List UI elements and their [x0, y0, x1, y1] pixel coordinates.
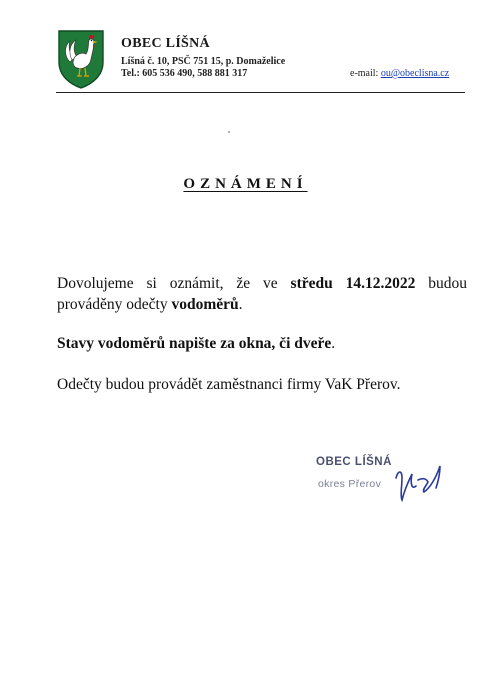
municipality-email	[350, 68, 449, 79]
scan-speck	[228, 131, 230, 133]
handwritten-signature	[390, 456, 452, 506]
p1-date: středu 14.12.2022	[290, 275, 416, 292]
email-link[interactable]: ou@obeclisna.cz	[380, 68, 450, 79]
municipality-phone: Tel.: 605 536 490, 588 881 317	[121, 68, 248, 79]
municipality-name: OBEC LÍŠNÁ	[121, 36, 210, 51]
p2-bold: Stavy vodoměrů napište za okna, či dveře	[57, 335, 332, 352]
announcement-paragraph-3: Odečty budou provádět zaměstnanci firmy VaK Přerov.	[57, 376, 401, 393]
email-label: e-mail:	[350, 68, 381, 79]
letterhead-divider	[56, 92, 465, 93]
p1-meters: vodoměrů	[171, 296, 239, 313]
municipality-address: Líšná č. 10, PSČ 751 15, p. Domaželice	[121, 56, 286, 67]
p1-text-2: budou prováděny odečty	[57, 275, 468, 313]
coat-of-arms-icon	[56, 28, 106, 90]
stamp-line-2: okres Přerov	[318, 478, 382, 490]
page-title: OZNÁMENÍ	[183, 176, 308, 192]
stamp-line-1: OBEC LÍŠNÁ	[316, 456, 392, 468]
official-stamp	[312, 454, 400, 500]
p1-text-1: Dovolujeme si oznámit, že ve	[57, 275, 291, 292]
announcement-paragraph-1	[57, 273, 467, 315]
p1-text-3: .	[238, 296, 243, 313]
p2-end: .	[331, 335, 336, 352]
announcement-paragraph-2	[57, 333, 467, 354]
